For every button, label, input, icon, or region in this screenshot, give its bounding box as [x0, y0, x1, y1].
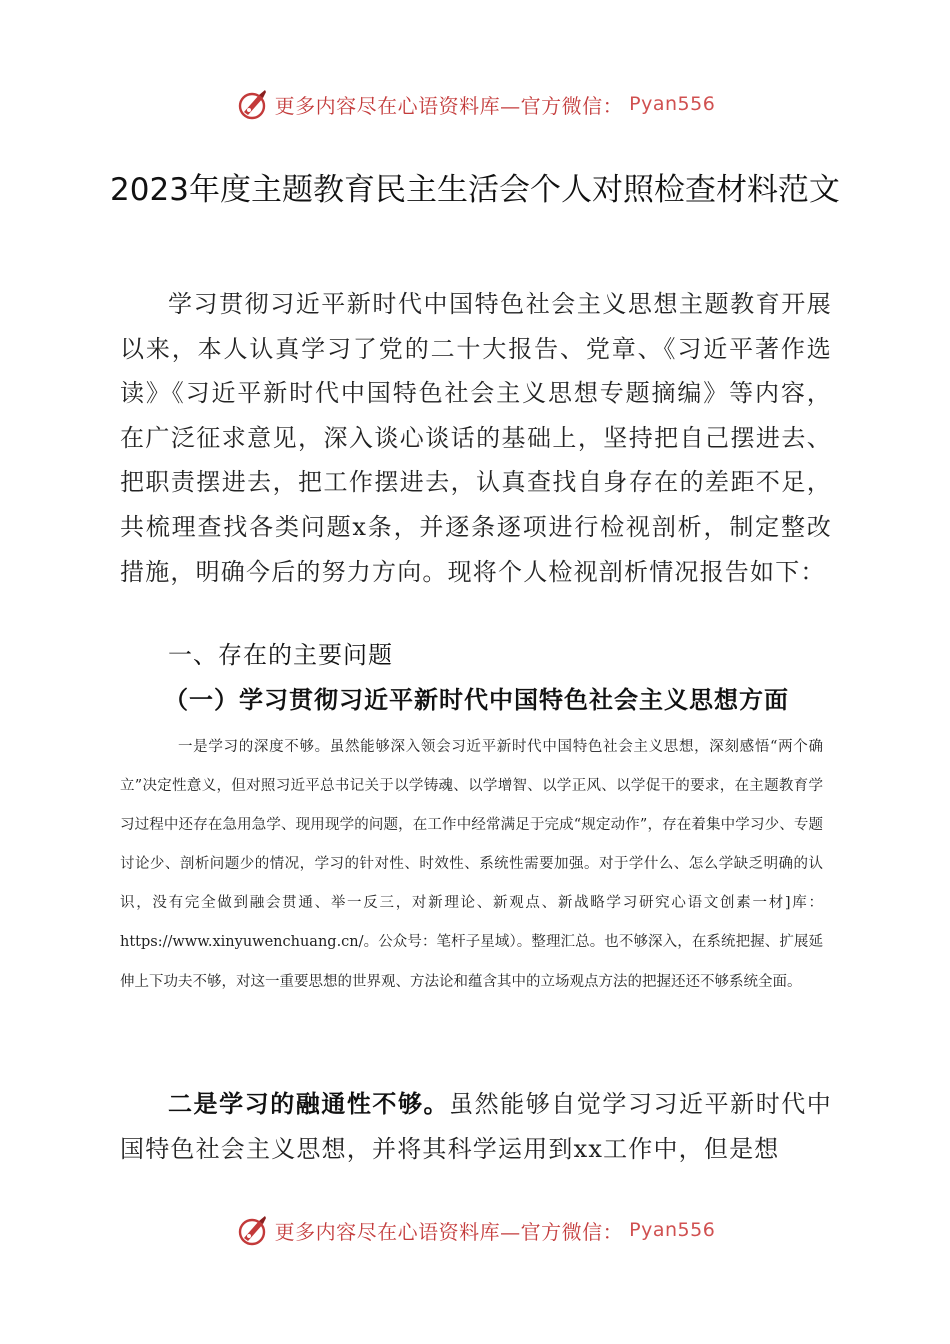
watermark-banner-bottom [0, 1210, 950, 1250]
point-two-lead: 二是学习的融通性不够。 [168, 1090, 450, 1118]
document-title: 2023年度主题教育民主生活会个人对照检查材料范文 [110, 172, 840, 208]
watermark-text: 更多内容尽在心语资料库—官方微信： [274, 1219, 624, 1244]
watermark-wechat-id: Pyan556 [629, 1219, 716, 1241]
point-two-text: 虽然能够自觉学习习近平新时代中国特色社会主义思想，并将其科学运用到xx工作中，但是想 [120, 1090, 833, 1163]
point-two-paragraph [120, 1082, 832, 1171]
watermark-wechat-id: Pyan556 [629, 93, 716, 115]
subsection-heading: （一）学习贯彻习近平新时代中国特色社会主义思想方面 [164, 686, 789, 714]
watermark-banner-top [0, 84, 950, 124]
pen-nib-logo-icon [235, 87, 269, 121]
watermark-text: 更多内容尽在心语资料库—官方微信： [274, 93, 624, 118]
section-heading: 一、存在的主要问题 [168, 641, 393, 669]
point-one-paragraph: 一是学习的深度不够。虽然能够深入领会习近平新时代中国特色社会主义思想，深刻感悟“两个确立”决定性意义，但对照习近平总书记关于以学铸魂、以学增智、以学正风、以学促干的要求，在主题教育学习过程中还存在急用急学、现用现学的问题，在工作中经常满足于完成“规定动作”，存在着集中学习少、专题讨论少、剖析问题少的情况，学习的针对性、时效性、系统性需要加强。对于学什么、怎么学缺乏明确的认识，没有完全做到融会贯通、举一反三，对新理论、新观点、新战略学习研究心语文创素一材]库：https://www.xinyuwenchuang.cn/。公众号：笔杆子星域）。整理汇总。也不够深入，在系统把握、扩展延伸上下功夫不够，对这一重要思想的世界观、方法论和蕴含其中的立场观点方法的把握还还不够系统全面。 [120, 739, 823, 990]
pen-nib-logo-icon [235, 1213, 269, 1247]
intro-paragraph: 学习贯彻习近平新时代中国特色社会主义思想主题教育开展以来，本人认真学习了党的二十大报告、党章、《习近平著作选读》《习近平新时代中国特色社会主义思想专题摘编》等内容，在广泛征求意见，深入谈心谈话的基础上，坚持把自己摆进去、把职责摆进去，把工作摆进去，认真查找自身存在的差距不足，共梳理查找各类问题x条，并逐条逐项进行检视剖析，制定整改措施，明确今后的努力方向。现将个人检视剖析情况报告如下： [120, 290, 832, 586]
